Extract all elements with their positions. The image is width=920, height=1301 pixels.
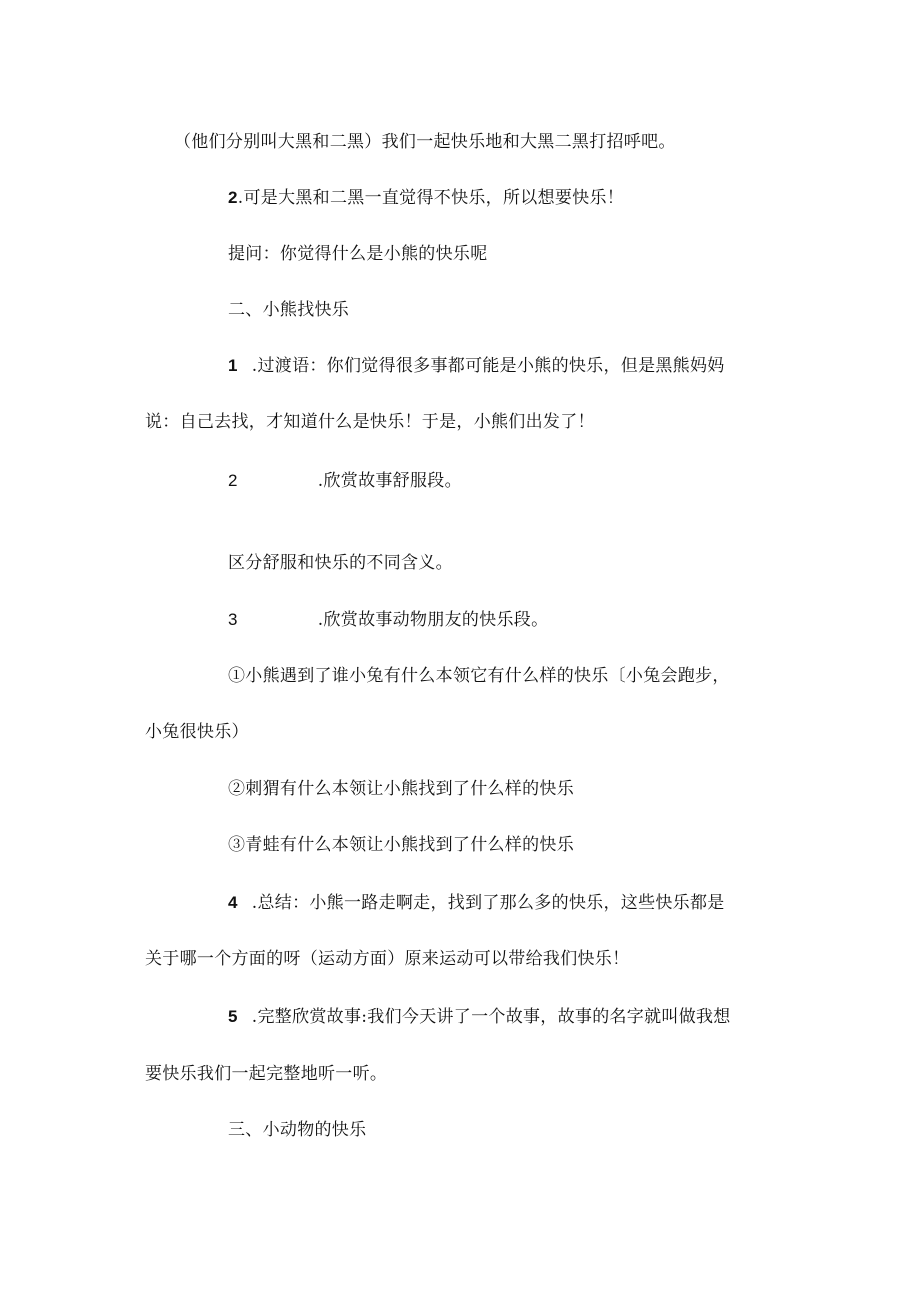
paragraph-line: ②刺猬有什么本领让小熊找到了什么样的快乐 — [228, 779, 574, 799]
list-item-3: 3 .欣赏故事动物朋友的快乐段。 — [228, 610, 549, 630]
list-number: 2 — [228, 471, 238, 490]
paragraph-line: 区分舒服和快乐的不同含义。 — [228, 553, 453, 573]
paragraph-line: 说：自己去找，才知道什么是快乐！于是，小熊们出发了！ — [145, 412, 595, 432]
paragraph-line: ③青蛙有什么本领让小熊找到了什么样的快乐 — [228, 835, 574, 855]
paragraph-line: 要快乐我们一起完整地听一听。 — [145, 1064, 388, 1084]
list-item-2: 2.可是大黑和二黑一直觉得不快乐，所以想要快乐！ — [228, 188, 625, 208]
paragraph-line: 关于哪一个方面的呀（运动方面）原来运动可以带给我们快乐！ — [145, 949, 630, 969]
list-number: 5 — [228, 1007, 238, 1026]
section-heading: 三、小动物的快乐 — [228, 1120, 367, 1140]
list-item-2b: 2 .欣赏故事舒服段。 — [228, 471, 462, 491]
list-number: 3 — [228, 610, 238, 629]
paragraph-line: （他们分别叫大黑和二黑）我们一起快乐地和大黑二黑打招呼吧。 — [174, 132, 676, 152]
list-number: 1 — [228, 356, 238, 375]
paragraph-line: ①小熊遇到了谁小兔有什么本领它有什么样的快乐〔小兔会跑步， — [228, 666, 730, 686]
list-number: 4 — [228, 893, 238, 912]
list-item-1: 1 .过渡语：你们觉得很多事都可能是小熊的快乐，但是黑熊妈妈 — [228, 356, 725, 376]
list-number: 2 — [228, 188, 238, 207]
section-heading: 二、小熊找快乐 — [228, 300, 350, 320]
paragraph-line: 提问：你觉得什么是小熊的快乐呢 — [228, 244, 488, 264]
list-item-5: 5 .完整欣赏故事:我们今天讲了一个故事，故事的名字就叫做我想 — [228, 1007, 731, 1027]
paragraph-line: 小兔很快乐） — [145, 722, 249, 742]
list-item-4: 4 .总结：小熊一路走啊走，找到了那么多的快乐，这些快乐都是 — [228, 893, 725, 913]
